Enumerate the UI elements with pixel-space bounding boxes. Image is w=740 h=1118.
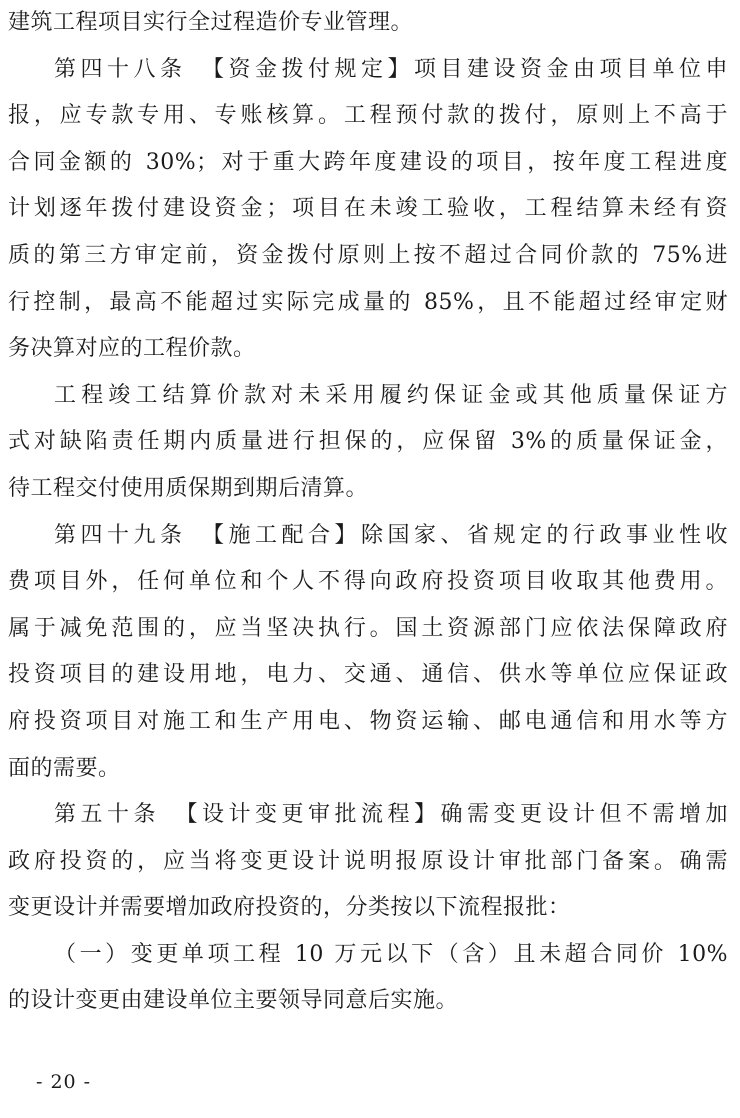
text-line: 建筑工程项目实行全过程造价专业管理。 [8,10,414,35]
text-line: 工程竣工结算价款对未采用履约保证金或其他质量保证方 [54,382,728,408]
text-line: 合同金额的 30%；对于重大跨年度建设的项目，按年度工程进度 [8,149,728,175]
article-48 [8,47,728,373]
text-line: 报，应专款专用、专账核算。工程预付款的拨付，原则上不高于 [8,103,728,129]
paragraph-continuation [8,0,728,47]
text-line: 第五十条 【设计变更审批流程】确需变更设计但不需增加 [54,802,728,828]
text-line: 变更设计并需要增加政府投资的，分类按以下流程报批： [8,895,571,921]
text-line: 待工程交付使用质保期到期后清算。 [8,475,369,501]
text-line: 行控制，最高不能超过实际完成量的 85%，且不能超过经审定财 [8,289,728,315]
text-line: 式对缺陷责任期内质量进行担保的，应保留 3%的质量保证金， [8,429,728,455]
text-line: 投资项目的建设用地，电力、交通、通信、供水等单位应保证政 [8,662,728,688]
text-line: 计划逐年拨付建设资金；项目在未竣工验收，工程结算未经有资 [8,196,728,222]
text-line: 面的需要。 [8,755,121,781]
text-line: 政府投资的，应当将变更设计说明报原设计审批部门备案。确需 [8,848,728,874]
text-line: 质的第三方审定前，资金拨付原则上按不超过合同价款的 75%进 [8,242,728,268]
text-line: 府投资项目对施工和生产用电、物资运输、邮电通信和用水等方 [8,708,728,734]
text-line: 务决算对应的工程价款。 [8,336,256,362]
quality-guarantee-paragraph [8,373,728,513]
article-50 [8,792,728,932]
text-line: 费项目外，任何单位和个人不得向政府投资项目收取其他费用。 [8,569,728,595]
article-49 [8,513,728,793]
text-line: （一）变更单项工程 10 万元以下（含）且未超合同价 10% [54,941,728,967]
article-50-item-1 [8,932,728,1025]
text-line: 第四十九条 【施工配合】除国家、省规定的行政事业性收 [54,522,728,548]
text-line: 的设计变更由建设单位主要领导同意后实施。 [8,988,459,1014]
page-number: - 20 - [36,1071,92,1093]
text-line: 第四十八条 【资金拨付规定】项目建设资金由项目单位申 [54,56,728,82]
body-text [8,0,728,1025]
text-line: 属于减免范围的，应当坚决执行。国土资源部门应依法保障政府 [8,615,728,641]
